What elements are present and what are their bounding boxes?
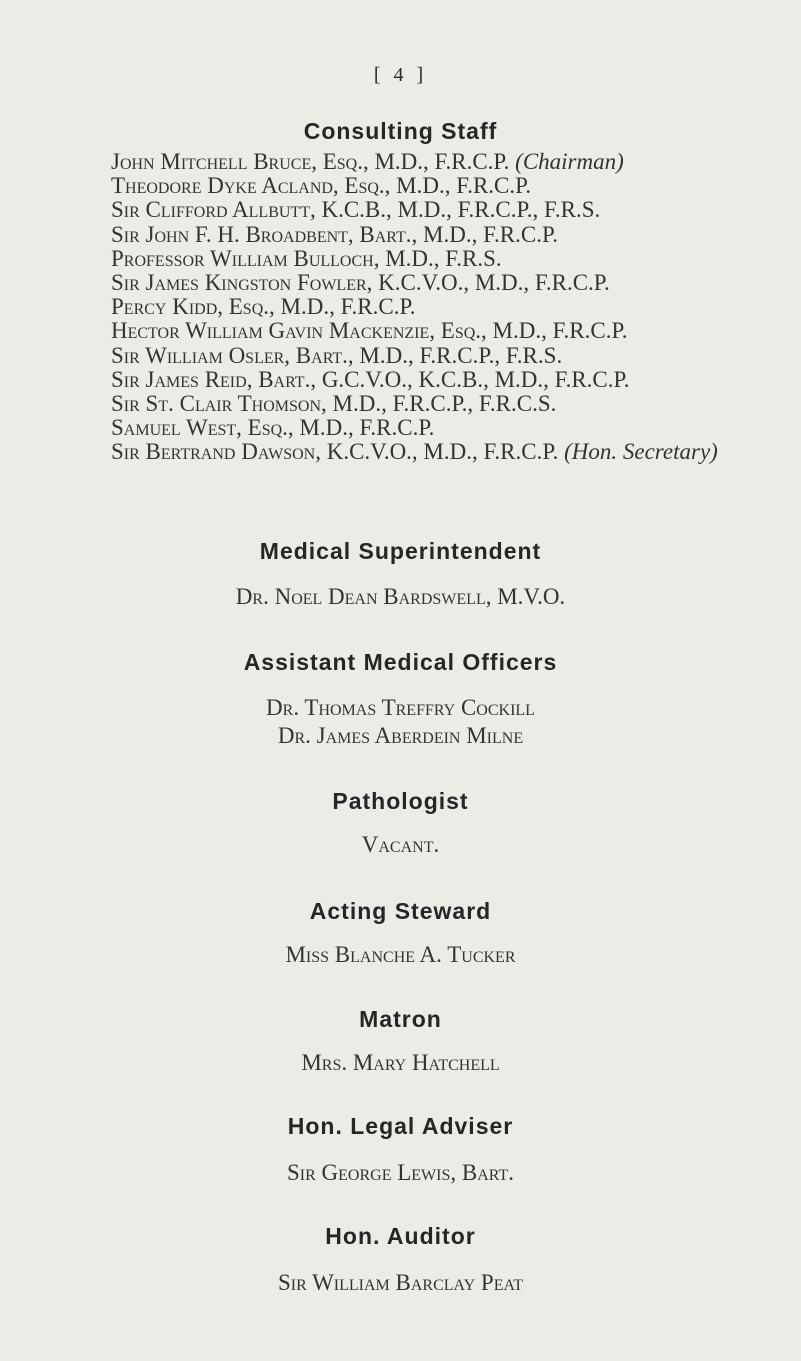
acting-steward-name: Miss Blanche A. Tucker: [285, 942, 516, 967]
auditor-name: Sir William Barclay Peat: [277, 1270, 524, 1295]
staff-member: Sir William Osler, Bart., M.D., F.R.C.P., F.R.S.: [111, 342, 563, 368]
consulting-staff-list: [111, 150, 718, 464]
matron-name: Mrs. Mary Hatchell: [301, 1050, 500, 1075]
medical-superintendent-name: Dr. Noel Dean Bardswell, M.V.O.: [235, 584, 566, 609]
auditor-heading: Hon. Auditor: [325, 1223, 476, 1249]
staff-member: Sir James Reid, Bart., G.C.V.O., K.C.B., M.D., F.R.C.P.: [111, 366, 630, 392]
staff-member: Sir St. Clair Thomson, M.D., F.R.C.P., F.R.C.S.: [111, 390, 557, 416]
staff-member: Sir Bertrand Dawson, K.C.V.O., M.D., F.R.C.P. (Hon. Secretary): [111, 439, 718, 465]
staff-member: Sir John F. H. Broadbent, Bart., M.D., F.R.C.P.: [111, 221, 558, 247]
staff-member: Sir James Kingston Fowler, K.C.V.O., M.D., F.R.C.P.: [111, 269, 610, 295]
acting-steward-heading: Acting Steward: [309, 898, 492, 924]
page-number: [ 4 ]: [373, 64, 428, 86]
consulting-staff-heading: Consulting Staff: [303, 118, 498, 144]
assistant-medical-officers-heading: Assistant Medical Officers: [243, 649, 558, 675]
medical-superintendent-heading: Medical Superintendent: [259, 538, 542, 564]
staff-member: Professor William Bulloch, M.D., F.R.S.: [111, 245, 502, 271]
legal-adviser-heading: Hon. Legal Adviser: [287, 1113, 514, 1139]
matron-heading: Matron: [359, 1006, 442, 1032]
staff-member: Samuel West, Esq., M.D., F.R.C.P.: [111, 415, 435, 441]
assistant-medical-officer-name: Dr. James Aberdein Milne: [277, 723, 524, 748]
staff-member: Hector William Gavin Mackenzie, Esq., M.D., F.R.C.P.: [111, 318, 628, 344]
assistant-medical-officer-name: Dr. Thomas Treffry Cockill: [266, 695, 535, 720]
staff-member: John Mitchell Bruce, Esq., M.D., F.R.C.P. (Chairman): [111, 149, 624, 174]
pathologist-name: Vacant.: [361, 832, 440, 857]
legal-adviser-name: Sir George Lewis, Bart.: [286, 1160, 514, 1185]
staff-member: Percy Kidd, Esq., M.D., F.R.C.P.: [111, 294, 416, 320]
pathologist-heading: Pathologist: [332, 788, 469, 814]
staff-member: Theodore Dyke Acland, Esq., M.D., F.R.C.P.: [111, 173, 532, 199]
staff-member: Sir Clifford Allbutt, K.C.B., M.D., F.R.C.P., F.R.S.: [111, 197, 601, 223]
